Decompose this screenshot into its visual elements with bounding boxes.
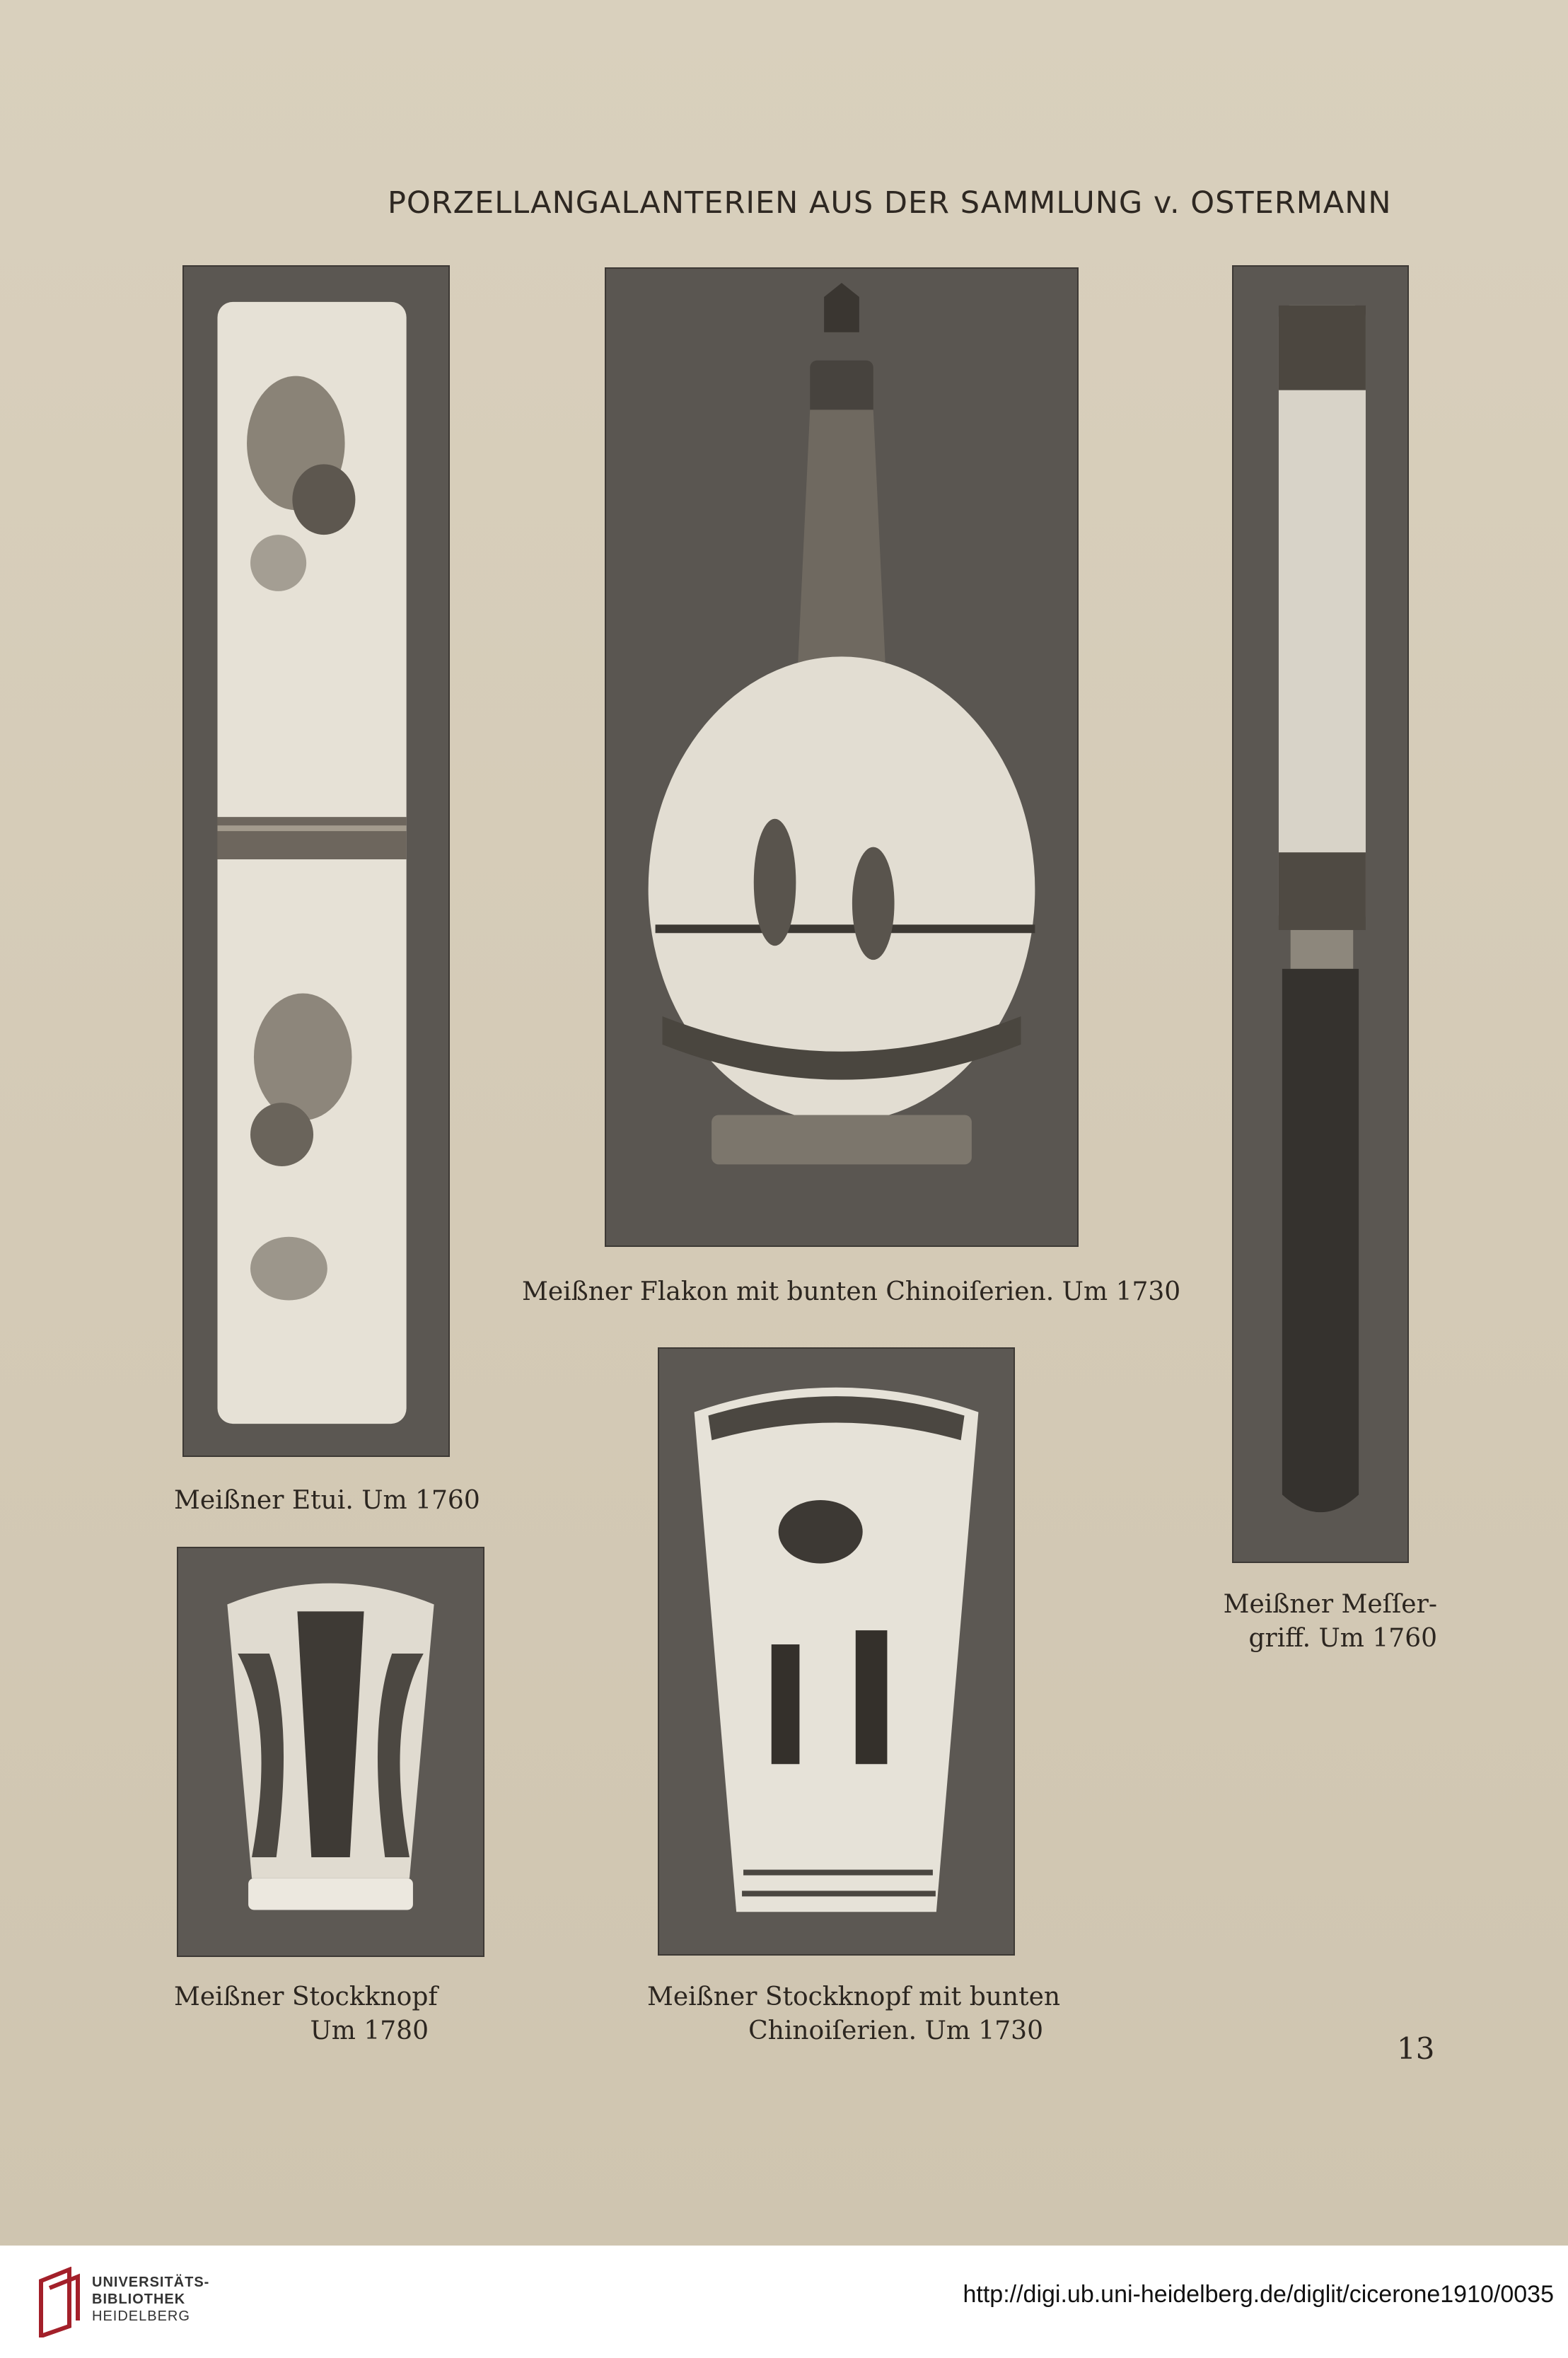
photo-stockknopf-center: [658, 1347, 1015, 1956]
photo-messergriff: [1232, 265, 1409, 1563]
caption-etui: Meißner Etui. Um 1760: [174, 1486, 480, 1515]
caption-messergriff: [1218, 1588, 1437, 1656]
digitization-footer: [0, 2246, 1568, 2358]
caption-stockknopf-center-line2: Chinoiſerien. Um 1730: [748, 2016, 1043, 2045]
library-name: [92, 2274, 209, 2325]
photo-stockknopf-left: [177, 1547, 484, 1957]
library-name-line3: HEIDELBERG: [92, 2308, 190, 2324]
caption-stockknopf-left-line1: Meißner Stockknopf: [174, 1982, 438, 2011]
photo-flakon: [605, 267, 1079, 1247]
caption-flakon: Meißner Flakon mit bunten Chinoiſerien. Um 1730: [522, 1277, 1181, 1306]
university-library-logo-icon: [34, 2267, 85, 2337]
library-name-line1: UNIVERSITÄTS-: [92, 2275, 210, 2290]
caption-stockknopf-center-line1: Meißner Stockknopf mit bunten: [647, 1982, 1061, 2011]
running-header: PORZELLANGALANTERIEN AUS DER SAMMLUNG v. OSTERMANN: [388, 185, 1392, 221]
page-number: 13: [1397, 2031, 1435, 2066]
caption-stockknopf-left-line2: Um 1780: [310, 2016, 429, 2045]
caption-stockknopf-left: [174, 1980, 436, 2048]
caption-stockknopf-center: [647, 1980, 1061, 2048]
caption-messergriff-line1: Meißner Meſſer-: [1223, 1590, 1437, 1619]
permalink-url[interactable]: http://digi.ub.uni-heidelberg.de/diglit/cicerone1910/0035: [963, 2281, 1554, 2308]
photo-etui: [182, 265, 450, 1457]
caption-messergriff-line2: griff. Um 1760: [1248, 1624, 1437, 1653]
library-name-line2: BIBLIOTHEK: [92, 2292, 186, 2307]
